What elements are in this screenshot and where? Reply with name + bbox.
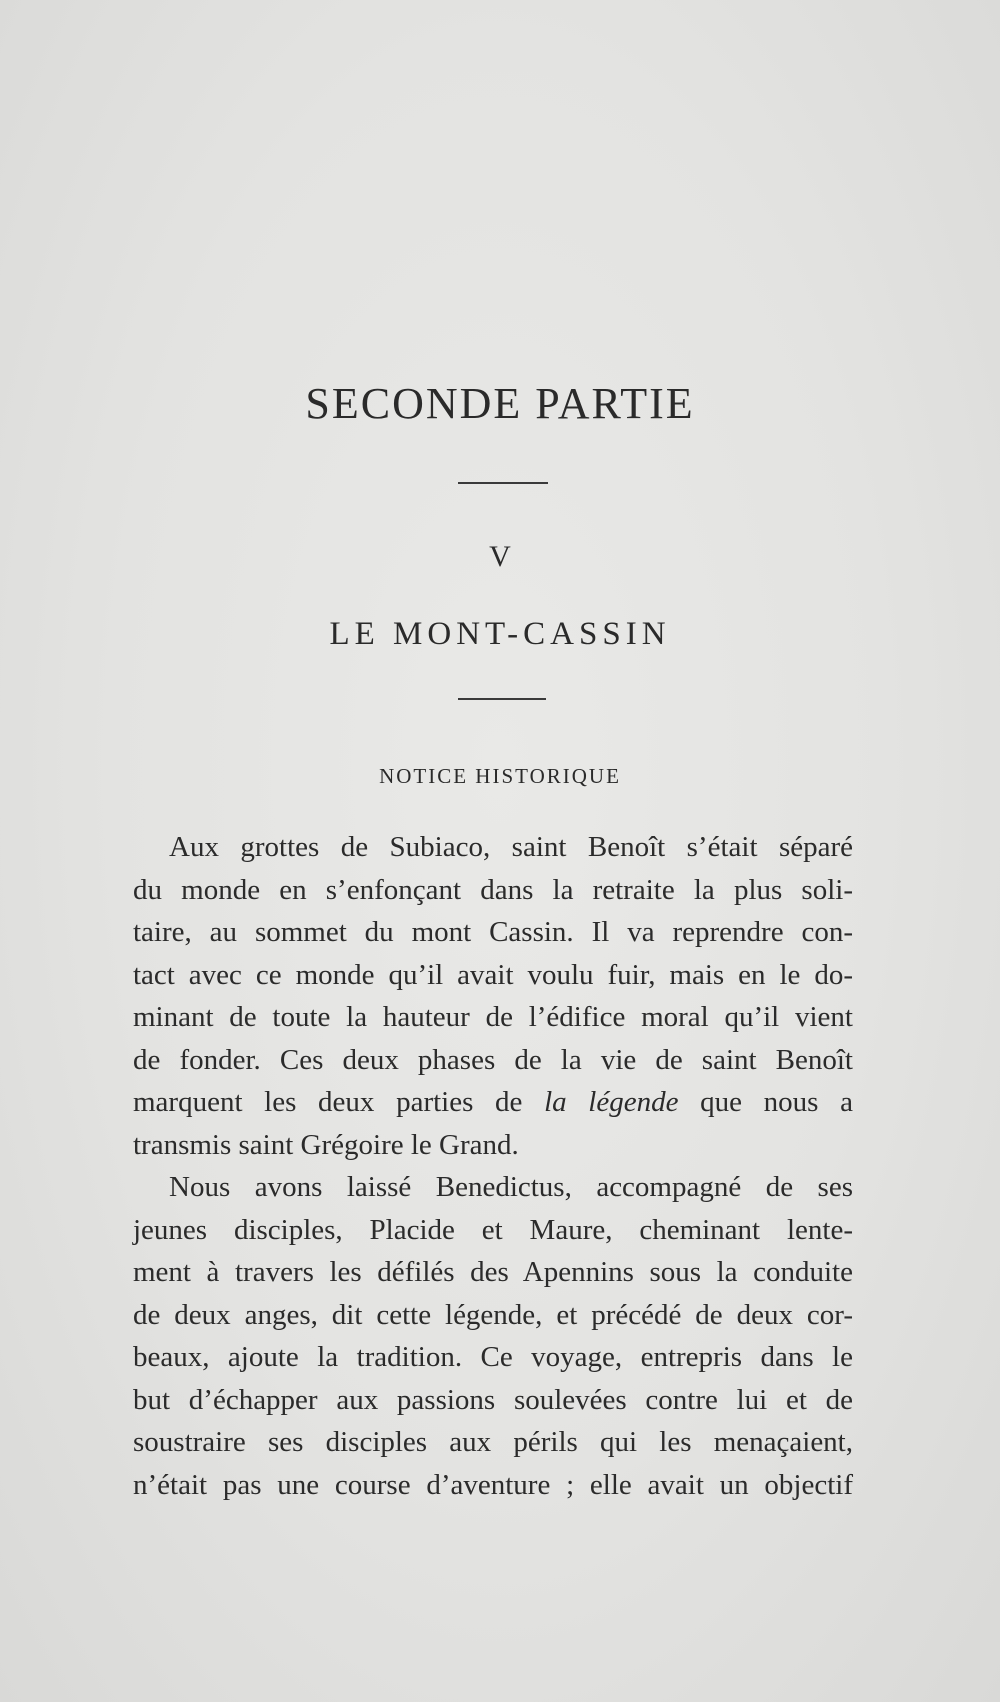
text-line: jeunes disciples, Placide et Maure, cheminant lente- bbox=[133, 1213, 853, 1246]
text-line: Aux grottes de Subiaco, saint Benoît s’était séparé bbox=[169, 831, 853, 863]
italic-title: la légende bbox=[544, 1086, 679, 1118]
paragraph-2 bbox=[133, 1166, 853, 1506]
body-text bbox=[133, 826, 853, 1506]
text-line: taire, au sommet du mont Cassin. Il va reprendre con- bbox=[133, 916, 853, 948]
text-line: de fonder. Ces deux phases de la vie de saint Benoît bbox=[133, 1043, 853, 1076]
title-divider bbox=[458, 482, 548, 484]
text-line: marquent les deux parties de la légende que nous a bbox=[133, 1086, 853, 1118]
chapter-divider bbox=[458, 698, 546, 700]
text-line: tact avec ce monde qu’il avait voulu fuir, mais en le do- bbox=[133, 958, 853, 991]
chapter-title: LE MONT-CASSIN bbox=[329, 616, 671, 652]
text-line: de deux anges, dit cette légende, et précédé de deux cor- bbox=[133, 1298, 853, 1331]
text-line: Nous avons laissé Benedictus, accompagné de ses bbox=[169, 1171, 853, 1203]
text-line: soustraire ses disciples aux périls qui les menaçaient, bbox=[133, 1426, 853, 1458]
paragraph-1 bbox=[133, 826, 853, 1166]
text-line: du monde en s’enfonçant dans la retraite la plus soli- bbox=[133, 873, 853, 906]
text-line: transmis saint Grégoire le Grand. bbox=[133, 1128, 519, 1161]
text-line: ment à travers les défilés des Apennins sous la conduite bbox=[133, 1256, 853, 1288]
part-title: SECONDE PARTIE bbox=[305, 379, 695, 428]
text-line: beaux, ajoute la tradition. Ce voyage, entrepris dans le bbox=[133, 1341, 853, 1373]
text-line: minant de toute la hauteur de l’édifice moral qu’il vient bbox=[133, 1001, 853, 1033]
section-heading: NOTICE HISTORIQUE bbox=[379, 764, 621, 788]
chapter-number: V bbox=[489, 540, 511, 573]
text-line: n’était pas une course d’aventure ; elle avait un objectif bbox=[133, 1468, 853, 1501]
text-line: but d’échapper aux passions soulevées contre lui et de bbox=[133, 1383, 853, 1416]
